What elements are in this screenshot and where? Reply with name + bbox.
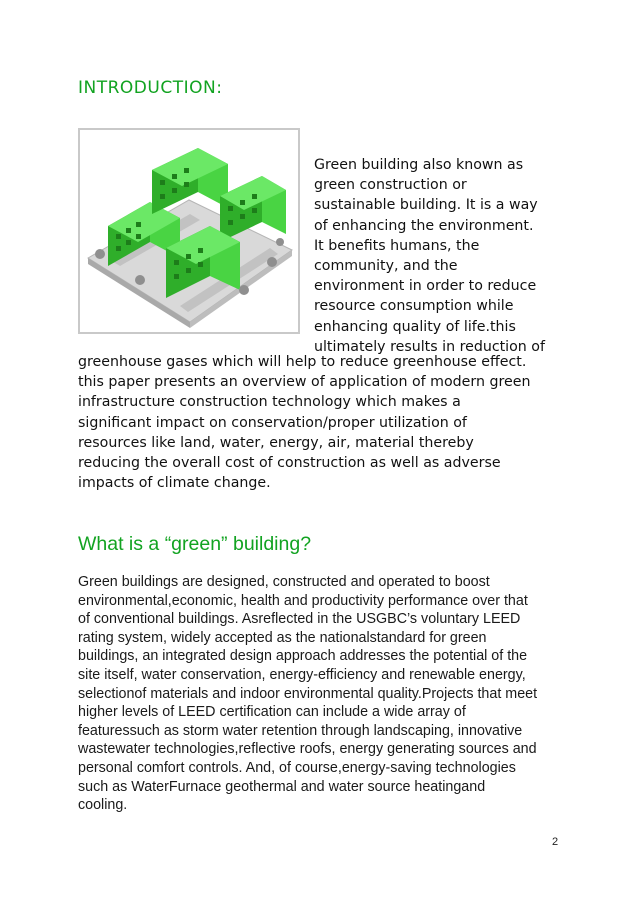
text-line: greenhouse gases which will help to reduce greenhouse effect. [78,354,527,370]
text-line: resource consumption while [314,298,514,315]
text-line: this paper presents an overview of application of modern green [78,374,531,391]
text-line: site itself, water conservation, energy-efficiency and renewable energy, [78,666,526,683]
text-line: sustainable building. It is a way [314,197,538,214]
text-line: impacts of climate change. [78,475,271,492]
text-line: environmental,economic, health and productivity performance over that [78,592,528,609]
text-line: significant impact on conservation/proper utilization of [78,414,467,431]
text-line: community, and the [314,258,458,275]
text-line: selectionof materials and indoor environmental quality.Projects that meet [78,685,538,702]
intro-heading: INTRODUCTION: [78,78,223,98]
text-line: featuressuch as storm water retention through landscaping, innovative [78,722,523,739]
text-line: buildings, an integrated design approach addresses the potential of the [78,648,528,665]
text-line: cooling. [78,797,128,814]
intro-paragraph-wrapped [314,155,574,357]
text-line: wastewater technologies,reflective roofs, energy generating sources and [78,741,537,758]
text-line: environment in order to reduce [314,278,537,295]
text-line: green construction or [314,177,467,194]
text-line: enhancing quality of life.this [314,318,516,335]
text-line: rating system, widely accepted as the nationalstandard for green [78,629,487,646]
text-line: resources like land, water, energy, air, material thereby [78,434,474,451]
text-line: infrastructure construction technology which makes a [78,394,461,411]
text-line: Green buildings are designed, constructed and operated to boost [78,574,490,590]
green-building-icon [80,130,298,332]
text-line: personal comfort controls. And, of course,energy-saving technologies [78,759,516,776]
text-line: reducing the overall cost of construction as well as adverse [78,455,501,472]
intro-paragraph-continued [78,352,598,493]
text-line: Green building also known as [314,157,524,173]
text-line: higher levels of LEED certification can include a wide array of [78,704,466,721]
text-line: It benefits humans, the [314,237,480,254]
section-paragraph [78,573,578,815]
text-line: of enhancing the environment. [314,217,534,234]
page-number: 2 [552,836,559,848]
text-line: such as WaterFurnace geothermal and water source heatingand [78,778,486,795]
green-building-illustration [78,128,300,334]
section-heading: What is a “green” building? [78,533,312,555]
text-line: of conventional buildings. Asreflected in the USGBC’s voluntary LEED [78,611,521,628]
text-line: ultimately results in reduction of [314,338,545,355]
